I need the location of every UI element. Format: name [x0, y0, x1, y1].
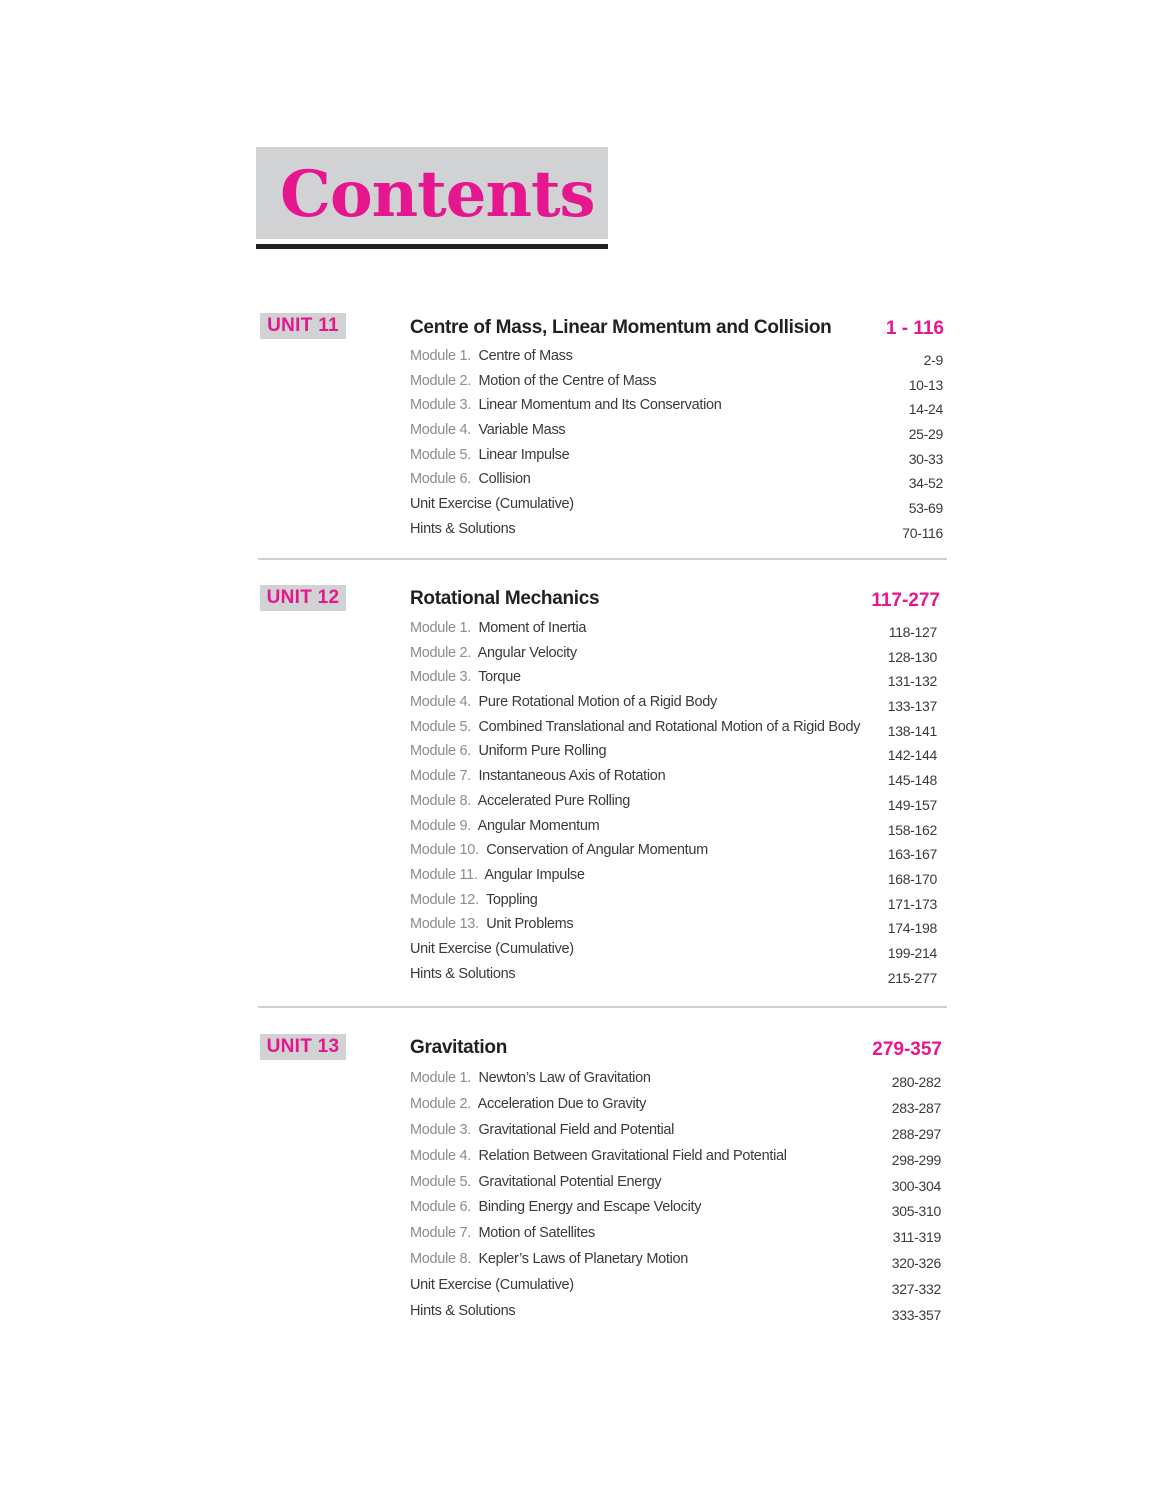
entry-page-range: 30-33: [908, 450, 943, 467]
entry-name: Unit Problems: [486, 916, 574, 933]
entry-page-range: 280-282: [891, 1074, 941, 1090]
page-title: Contents: [280, 157, 595, 232]
toc-entry: [410, 420, 943, 445]
entry-name: Relation Between Gravitational Field and Potential: [478, 1147, 787, 1164]
toc-entry: [410, 914, 937, 939]
entry-name: Toppling: [485, 891, 538, 908]
entry-page-range: 305-310: [891, 1203, 941, 1220]
entry-page-range: 199-214: [887, 944, 937, 961]
entry-name: Unit Exercise (Cumulative): [410, 940, 574, 957]
entry-module-number: Module 13.: [410, 916, 479, 933]
entry-name: Combined Translational and Rotational Motion of a Rigid Body: [478, 718, 861, 735]
entry-name: Conservation of Angular Momentum: [486, 842, 708, 859]
entry-page-range: 34-52: [908, 475, 943, 492]
entry-list: [410, 1068, 941, 1327]
section-divider: [258, 1006, 947, 1008]
entry-name: Unit Exercise (Cumulative): [410, 1277, 574, 1294]
entry-name: Newton’s Law of Gravitation: [478, 1070, 651, 1086]
entry-name: Accelerated Pure Rolling: [477, 792, 631, 809]
entry-page-range: 327-332: [891, 1281, 941, 1298]
entry-page-range: 158-162: [887, 821, 937, 838]
entry-name: Angular Velocity: [477, 644, 577, 661]
entry-module-number: Module 4.: [410, 1147, 471, 1164]
unit-badge: UNIT 13: [260, 1034, 346, 1060]
entry-module-number: Module 10.: [410, 842, 479, 859]
contents-title-box: [256, 147, 608, 239]
entry-module-number: Module 8.: [410, 792, 471, 809]
entry-page-range: 14-24: [908, 401, 943, 418]
entry-name: Hints & Solutions: [410, 520, 516, 537]
entry-name: Gravitational Field and Potential: [478, 1121, 675, 1138]
section-divider: [258, 558, 947, 560]
entry-module-number: Module 1.: [410, 1070, 471, 1086]
entry-page-range: 53-69: [908, 500, 943, 517]
entry-page-range: 10-13: [908, 376, 943, 393]
entry-name: Gravitational Potential Energy: [478, 1173, 662, 1190]
toc-entry: [410, 890, 937, 915]
toc-entry: [410, 939, 937, 964]
unit-title: Rotational Mechanics: [410, 588, 600, 609]
toc-entry: [410, 1301, 941, 1327]
toc-entry: [410, 395, 943, 420]
entry-name: Uniform Pure Rolling: [478, 743, 607, 760]
entry-name: Linear Momentum and Its Conservation: [478, 397, 722, 414]
entry-module-number: Module 3.: [410, 397, 471, 414]
entry-name: Centre of Mass: [478, 348, 573, 364]
entry-module-number: Module 2.: [410, 1095, 471, 1112]
entry-name: Binding Energy and Escape Velocity: [478, 1199, 702, 1216]
entry-list: [410, 346, 943, 544]
toc-entry: [410, 346, 943, 371]
toc-entry: [410, 1146, 941, 1172]
toc-entry: [410, 1223, 941, 1249]
entry-name: Instantaneous Axis of Rotation: [478, 768, 666, 785]
toc-entry: [410, 1249, 941, 1275]
toc-entry: [410, 692, 937, 717]
toc-entry: [410, 766, 937, 791]
entry-module-number: Module 5.: [410, 718, 471, 735]
entry-page-range: 215-277: [887, 969, 937, 986]
entry-name: Torque: [478, 669, 521, 686]
entry-module-number: Module 3.: [410, 669, 471, 686]
entry-name: Motion of Satellites: [478, 1225, 595, 1242]
entry-module-number: Module 7.: [410, 1225, 471, 1242]
toc-entry: [410, 840, 937, 865]
entry-module-number: Module 4.: [410, 694, 471, 711]
entry-name: Hints & Solutions: [410, 965, 516, 982]
entry-page-range: 163-167: [887, 846, 937, 863]
toc-entry: [410, 469, 943, 494]
entry-page-range: 142-144: [887, 747, 937, 764]
toc-entry: [410, 816, 937, 841]
toc-entry: [410, 964, 937, 989]
entry-module-number: Module 7.: [410, 768, 471, 785]
entry-name: Variable Mass: [478, 422, 566, 439]
toc-entry: [410, 667, 937, 692]
entry-module-number: Module 6.: [410, 1199, 471, 1216]
entry-page-range: 70-116: [902, 524, 943, 541]
title-underline: [256, 244, 608, 249]
entry-page-range: 300-304: [891, 1177, 941, 1194]
toc-entry: [410, 1275, 941, 1301]
toc-entry: [410, 371, 943, 396]
entry-name: Acceleration Due to Gravity: [477, 1095, 647, 1112]
toc-entry: [410, 1120, 941, 1146]
entry-name: Kepler’s Laws of Planetary Motion: [478, 1251, 689, 1268]
entry-module-number: Module 2.: [410, 372, 471, 389]
entry-page-range: 283-287: [891, 1099, 941, 1116]
entry-name: Angular Impulse: [484, 866, 585, 883]
toc-entry: [410, 791, 937, 816]
entry-list: [410, 618, 937, 988]
entry-name: Unit Exercise (Cumulative): [410, 496, 574, 513]
entry-page-range: 138-141: [887, 722, 937, 739]
entry-page-range: 311-319: [892, 1229, 941, 1246]
toc-entry: [410, 1068, 941, 1094]
unit-page-range: 1 - 116: [885, 318, 944, 339]
toc-entry: [410, 741, 937, 766]
entry-module-number: Module 6.: [410, 471, 471, 488]
unit-title: Gravitation: [410, 1037, 507, 1058]
entry-page-range: 128-130: [887, 648, 937, 665]
toc-entry: [410, 1094, 941, 1120]
unit-page-range: 279-357: [872, 1039, 942, 1060]
entry-page-range: 25-29: [908, 426, 943, 443]
entry-module-number: Module 5.: [410, 1173, 471, 1190]
entry-page-range: 149-157: [887, 796, 937, 813]
entry-name: Hints & Solutions: [410, 1303, 516, 1320]
toc-entry: [410, 445, 943, 470]
unit-badge: UNIT 11: [260, 313, 346, 339]
entry-page-range: 174-198: [887, 920, 937, 937]
toc-entry: [410, 618, 937, 643]
entry-module-number: Module 3.: [410, 1121, 471, 1138]
entry-page-range: 2-9: [923, 352, 943, 368]
entry-module-number: Module 6.: [410, 743, 471, 760]
entry-module-number: Module 5.: [410, 446, 471, 463]
entry-module-number: Module 1.: [410, 620, 471, 636]
entry-page-range: 145-148: [887, 772, 937, 789]
entry-name: Pure Rotational Motion of a Rigid Body: [478, 694, 717, 711]
entry-page-range: 133-137: [887, 698, 937, 715]
entry-module-number: Module 1.: [410, 348, 471, 364]
entry-name: Moment of Inertia: [478, 620, 587, 636]
toc-entry: [410, 1172, 941, 1198]
entry-page-range: 171-173: [887, 895, 937, 912]
toc-entry: [410, 717, 937, 742]
entry-name: Collision: [478, 471, 531, 488]
entry-module-number: Module 12.: [410, 891, 479, 908]
entry-module-number: Module 9.: [410, 817, 471, 834]
entry-module-number: Module 11.: [410, 866, 478, 883]
unit-page-range: 117-277: [871, 590, 940, 611]
unit-badge: UNIT 12: [260, 585, 346, 611]
entry-name: Angular Momentum: [477, 817, 600, 834]
entry-page-range: 118-127: [888, 624, 937, 640]
entry-page-range: 168-170: [887, 870, 937, 887]
entry-page-range: 320-326: [891, 1255, 941, 1272]
toc-entry: [410, 494, 943, 519]
entry-module-number: Module 2.: [410, 644, 471, 661]
entry-page-range: 298-299: [891, 1151, 941, 1168]
entry-page-range: 333-357: [891, 1307, 941, 1324]
entry-name: Motion of the Centre of Mass: [478, 372, 657, 389]
entry-name: Linear Impulse: [478, 446, 570, 463]
unit-title: Centre of Mass, Linear Momentum and Collision: [410, 317, 832, 338]
toc-entry: [410, 519, 943, 544]
entry-page-range: 288-297: [891, 1125, 941, 1142]
toc-entry: [410, 865, 937, 890]
toc-entry: [410, 1197, 941, 1223]
entry-module-number: Module 8.: [410, 1251, 471, 1268]
entry-module-number: Module 4.: [410, 422, 471, 439]
toc-entry: [410, 643, 937, 668]
entry-page-range: 131-132: [887, 673, 937, 690]
